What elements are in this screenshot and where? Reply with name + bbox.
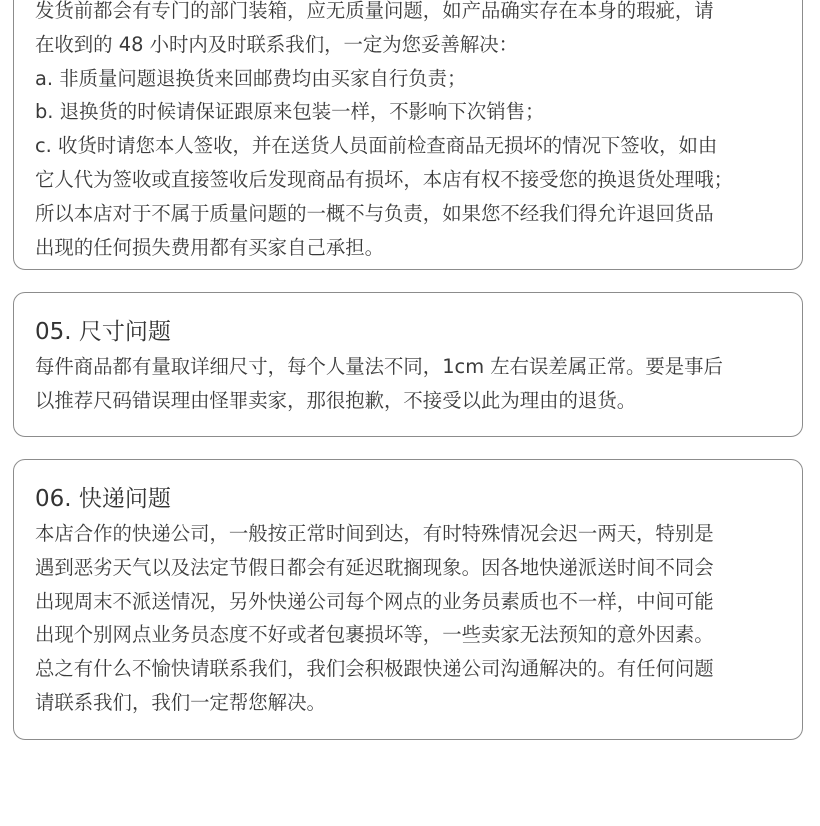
text-line: 出现的任何损失费用都有买家自己承担。 — [35, 235, 385, 259]
text-line: 出现周末不派送情况，另外快递公司每个网点的业务员素质也不一样，中间可能 — [35, 589, 714, 613]
text-line: 本店合作的快递公司，一般按正常时间到达，有时特殊情况会迟一两天，特别是 — [35, 522, 714, 545]
return-policy-text — [35, 0, 782, 264]
text-line: b. 退换货的时候请保证跟原来包装一样，不影响下次销售； — [35, 100, 545, 124]
text-line: 遇到恶劣天气以及法定节假日都会有延迟耽搁现象。因各地快递派送时间不同会 — [35, 555, 714, 579]
size-issue-text — [35, 350, 782, 418]
section-title: 05. 尺寸问题 — [35, 319, 171, 345]
shipping-issue-text — [35, 517, 782, 720]
text-line: c. 收货时请您本人签收，并在送货人员面前检查商品无损坏的情况下签收，如由 — [35, 134, 718, 158]
text-line: 以推荐尺码错误理由怪罪卖家，那很抱歉，不接受以此为理由的退货。 — [35, 388, 637, 412]
size-issue-card — [13, 292, 803, 437]
text-line: 每件商品都有量取详细尺寸，每个人量法不同，1cm 左右误差属正常。要是事后 — [35, 355, 723, 378]
text-line: 在收到的 48 小时内及时联系我们，一定为您妥善解决： — [35, 32, 518, 56]
text-line: 它人代为签收或直接签收后发现商品有损坏，本店有权不接受您的换退货处理哦； — [35, 167, 734, 191]
return-policy-card — [13, 0, 803, 270]
text-line: 总之有什么不愉快请联系我们，我们会积极跟快递公司沟通解决的。有任何问题 — [35, 657, 714, 681]
section-title: 06. 快递问题 — [35, 486, 171, 512]
text-line: 所以本店对于不属于质量问题的一概不与负责，如果您不经我们得允许退回货品 — [35, 201, 714, 225]
text-line: 请联系我们，我们一定帮您解决。 — [35, 690, 326, 714]
text-line: a. 非质量问题退换货来回邮费均由买家自行负责； — [35, 66, 467, 90]
text-line: 出现个别网点业务员态度不好或者包裹损坏等，一些卖家无法预知的意外因素。 — [35, 623, 714, 647]
text-line: 发货前都会有专门的部门装箱，应无质量问题，如产品确实存在本身的瑕疵，请 — [35, 0, 714, 22]
shipping-issue-card — [13, 459, 803, 740]
